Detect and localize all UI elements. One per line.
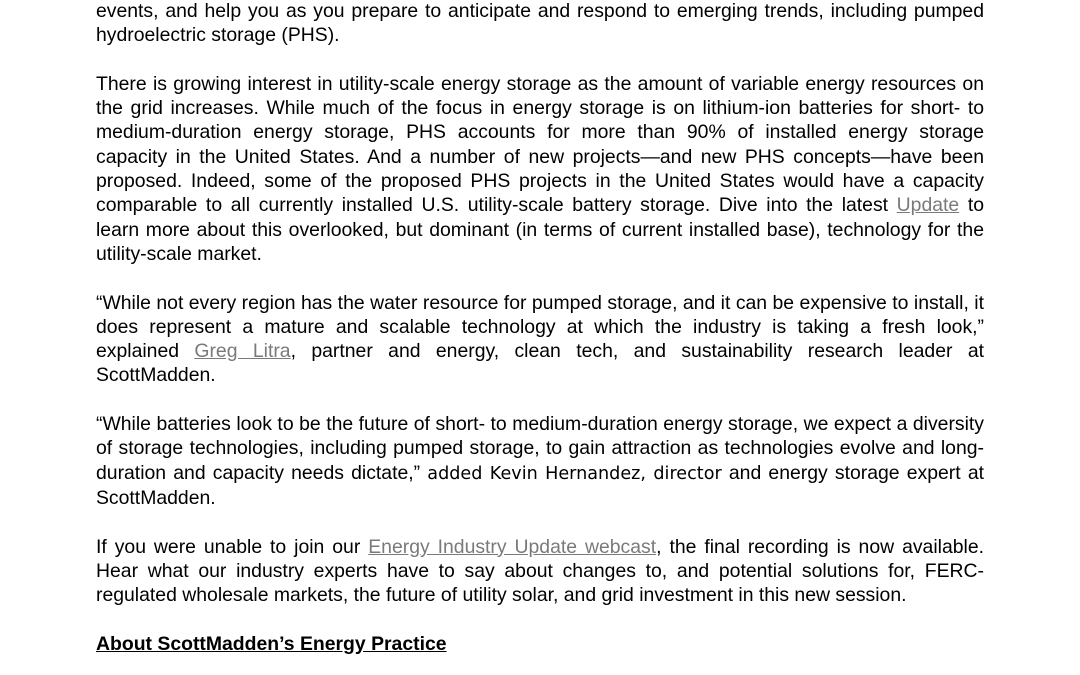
paragraph-intro-tail <box>96 0 984 48</box>
paragraph-text-alt-font: added Kevin Hernandez, director <box>427 463 722 484</box>
update-link[interactable]: Update <box>896 194 960 217</box>
paragraph-text: , the final recording is now available. Hear what our industry experts have to say about changes to, and potential solutions for, FERC-regulated wholesale markets, the future of utility solar, and grid investment in this new session. <box>96 535 984 607</box>
paragraph-text: , partner and energy, clean tech, and sustainability research leader at ScottMadden. <box>96 340 984 387</box>
paragraph-text: If you were unable to join our <box>96 535 369 558</box>
paragraph-text: There is growing interest in utility-scale energy storage as the amount of variable energy resources on the grid increases. While much of the focus in energy storage is on lithium-ion batteries for short- to medium-duration energy storage, PHS accounts for more than 90% of installed energy storage capacity in the United States. And a number of new projects—and new PHS concepts—have been proposed. Indeed, some of the proposed PHS projects in the United States would have a capacity comparable to all currently installed U.S. utility-scale battery storage. Dive into the latest <box>96 72 984 217</box>
greg-litra-link[interactable]: Greg Litra <box>194 340 291 363</box>
paragraph-text: “While batteries look to be the future of short- to medium-duration energy storage, we expect a diversity of storage technologies, including pumped storage, to gain attraction as technologies evolve and long-duration and capacity needs dictate,” <box>96 413 984 484</box>
document-body <box>96 0 984 656</box>
paragraph-text: and energy storage expert at ScottMadden. <box>96 461 984 509</box>
paragraph-litra-quote <box>96 291 984 388</box>
paragraph-hernandez-quote <box>96 412 984 510</box>
paragraph-phs-interest <box>96 72 984 266</box>
paragraph-text: to learn more about this overlooked, but dominant (in terms of current installed base), technology for the utility-scale market. <box>96 194 984 265</box>
paragraph-webcast <box>96 535 984 608</box>
section-heading: About ScottMadden’s Energy Practice <box>96 632 447 655</box>
paragraph-text: events, and help you as you prepare to anticipate and respond to emerging trends, including pumped hydroelectric storage (PHS). <box>96 0 984 47</box>
webcast-link[interactable]: Energy Industry Update webcast <box>368 535 657 558</box>
paragraph-text: “While not every region has the water resource for pumped storage, and it can be expensive to install, it does represent a mature and scalable technology at which the industry is taking a fresh look,” explained <box>96 291 984 363</box>
